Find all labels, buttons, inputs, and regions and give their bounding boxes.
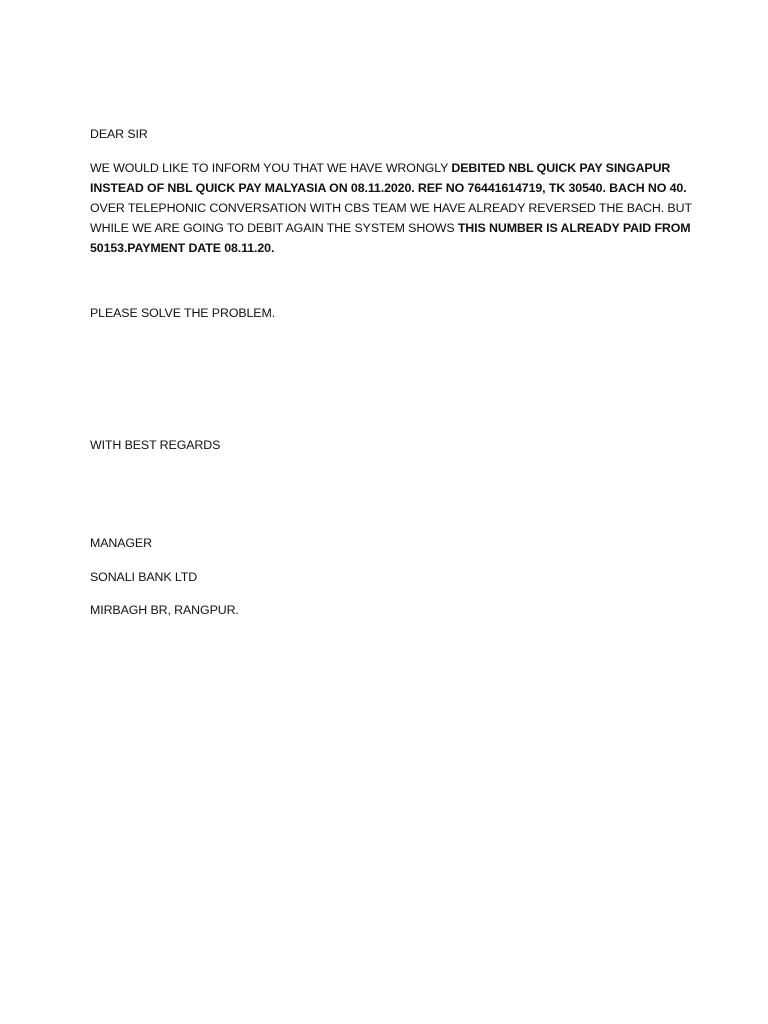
body-line-2: INSTEAD OF NBL QUICK PAY MALYASIA ON 08.11.2020. REF NO 76441614719, TK 30540. BACH NO 40. [90, 181, 687, 195]
salutation: DEAR SIR [90, 127, 148, 141]
closing-line: WITH BEST REGARDS [90, 438, 221, 452]
body-line-4-normal: WHILE WE ARE GOING TO DEBIT AGAIN THE SYSTEM SHOWS [90, 221, 458, 235]
signature-branch: MIRBAGH BR, RANGPUR. [90, 603, 239, 617]
signature-organization: SONALI BANK LTD [90, 570, 198, 584]
body-line-4 [90, 220, 691, 236]
request-line: PLEASE SOLVE THE PROBLEM. [90, 306, 276, 320]
body-line-3: OVER TELEPHONIC CONVERSATION WITH CBS TEAM WE HAVE ALREADY REVERSED THE BACH. BUT [90, 201, 692, 215]
body-line-1-bold: DEBITED NBL QUICK PAY SINGAPUR [451, 161, 671, 175]
body-line-4-bold: THIS NUMBER IS ALREADY PAID FROM [457, 221, 691, 235]
body-line-1-normal: WE WOULD LIKE TO INFORM YOU THAT WE HAVE WRONGLY [90, 161, 452, 175]
body-line-1 [90, 160, 670, 176]
signature-title: MANAGER [90, 536, 152, 550]
body-line-5: 50153.PAYMENT DATE 08.11.20. [90, 241, 275, 255]
